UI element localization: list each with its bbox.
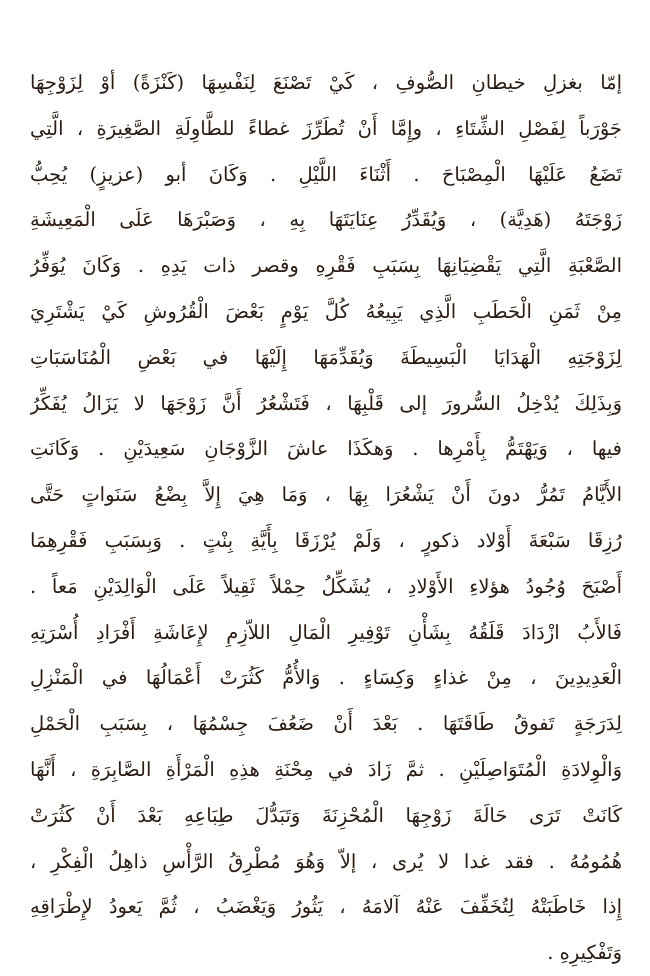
text-line: لِزَوْجَتِهِ الْهَدَايَا الْبَسِيطَةَ وَيُقَدِّمَهَا إِلَيْهَا في بَعْضِ الْمُنَاسَبَاتِ	[30, 345, 622, 369]
text-line: زَوْجَتَهُ (هَدِيَّة) ، وَيُقَدِّرُ عِنَايَتَهَا بِهِ ، وَصَبْرَهَا عَلَى الْمَعِيشَةِ	[30, 208, 622, 232]
text-line: وَالْوِلادَةِ الْمُتَوَاصِلَيْنِ . ثمَّ زَادَ في مِحْنَةِ هذِهِ الْمَرْأَةِ الصَّابِرَةِ ، أَنَّهَا	[30, 757, 622, 781]
text-line: جَوْرَباً لِفَصْلِ الشِّتَاءِ ، وإِمَّا أَنْ تُطَرِّزَ غطاءً للطَّاوِلَةِ الصَّغِيرَةِ ، الَّتِي	[30, 116, 622, 140]
text-line: فيها ، وَيَهْتَمُّ بِأَمْرِها . وَهكَذَا عاشَ الزَّوْجَانِ سَعِيدَيْنِ . وَكَانَتِ	[30, 437, 622, 461]
text-line: مِنْ ثَمَنِ الْحَطَبِ الَّذِي يَبِيعُهُ كُلَّ يَوْمٍ بَعْضَ الْقُرُوشِ كَيْ يَشْتَرِيَ	[30, 299, 622, 323]
text-line: الصَّعْبَةِ الَّتِي يَقْضِيَانِهَا بِسَبَبِ فَقْرِهِ وقصر ذات يَدِهِ . وَكَانَ يُوَفِّرُ	[30, 254, 622, 278]
body-text	[30, 60, 622, 976]
text-line: الْعَدِيدِينَ ، مِنْ غذاءٍ وَكِسَاءٍ . وَالأُمُّ كَثُرَتْ أَعْمَالُهَا في الْمَنْزِلِ	[30, 666, 622, 690]
text-line: الأَيَّامُ تَمُرُّ دونَ أَنْ يَشْعُرَا بِهَا ، وَمَا هِيَ إِلاَّ بِضْعُ سَنَواتٍ حَتَّى	[30, 483, 622, 507]
text-line: أَصْبَحَ وُجُودُ هؤلاءِ الأَوْلادِ ، يُشَكِّلُ حِمْلاً ثَقِيلاً عَلَى الْوَالِدَيْنِ مَعاً .	[30, 574, 622, 598]
text-line: إمّا بغزلِ خيطانِ الصُّوفِ ، كَيْ تَصْنَعَ لِنَفْسِهَا (كَنْزَةً) أوْ لِزَوْجِهَا	[30, 71, 622, 94]
text-line: لِدَرَجَةٍ تَفوقُ طَاقَتَهَا . بَعْدَ أَنْ ضَعُفَ جِسْمُهَا ، بِسَبَبِ الْحَمْلِ	[30, 712, 622, 736]
text-line: وَبِذَلِكَ يُدْخِلُ السُّرورَ إلى قَلْبِهَا ، فَتَشْعُرُ أَنَّ زَوْجَهَا لا يَزَالُ يُفَكِّرُ	[30, 391, 622, 415]
text-line: إِذا خَاطَبَتْهُ لِتُخَفِّفَ عَنْهُ آلامَهُ ، يَثُورُ وَيَغْضَبُ ، ثُمَّ يَعودُ لإِطْرَاقِهِ	[30, 895, 622, 919]
text-line: كَانَتْ تَرَى حَالَةَ زَوْجِهَا الْمُحْزِنَةَ وَتَبَدُّلَ طِبَاعِهِ بَعْدَ أَنْ كَثُرَتْ	[30, 803, 622, 827]
text-line-last: وَتَفْكِيرِهِ .	[547, 941, 622, 965]
text-line: رُزِقَا سَبْعَةَ أَوْلاد ذكورٍ ، وَلَمْ يُرْزَقَا بِأَيَّةِ بِنْتٍ . وَبِسَبَبِ فَقْرِهِمَا	[30, 528, 622, 552]
text-line: هُمُومُهُ . فقد غدا لا يُرى ، إلاّ وَهُوَ مُطْرِقُ الرَّأْسِ ذاهِلُ الْفِكْرِ ،	[30, 849, 622, 873]
text-line: فَالأَبُ ازْدَادَ قَلَقُهُ بِشَأْنِ تَوْفِيرِ الْمَالِ اللاّزِمِ لإِعَاشَةِ أَفْرَادِ أُسْرَتِهِ	[30, 620, 622, 644]
text-line: تَضَعُ عَلَيْهَا الْمِصْبَاحَ . أَثْنَاءَ اللَّيْلِ . وَكَانَ أبو (عزيزٍ) يُحِبُّ	[30, 162, 622, 186]
